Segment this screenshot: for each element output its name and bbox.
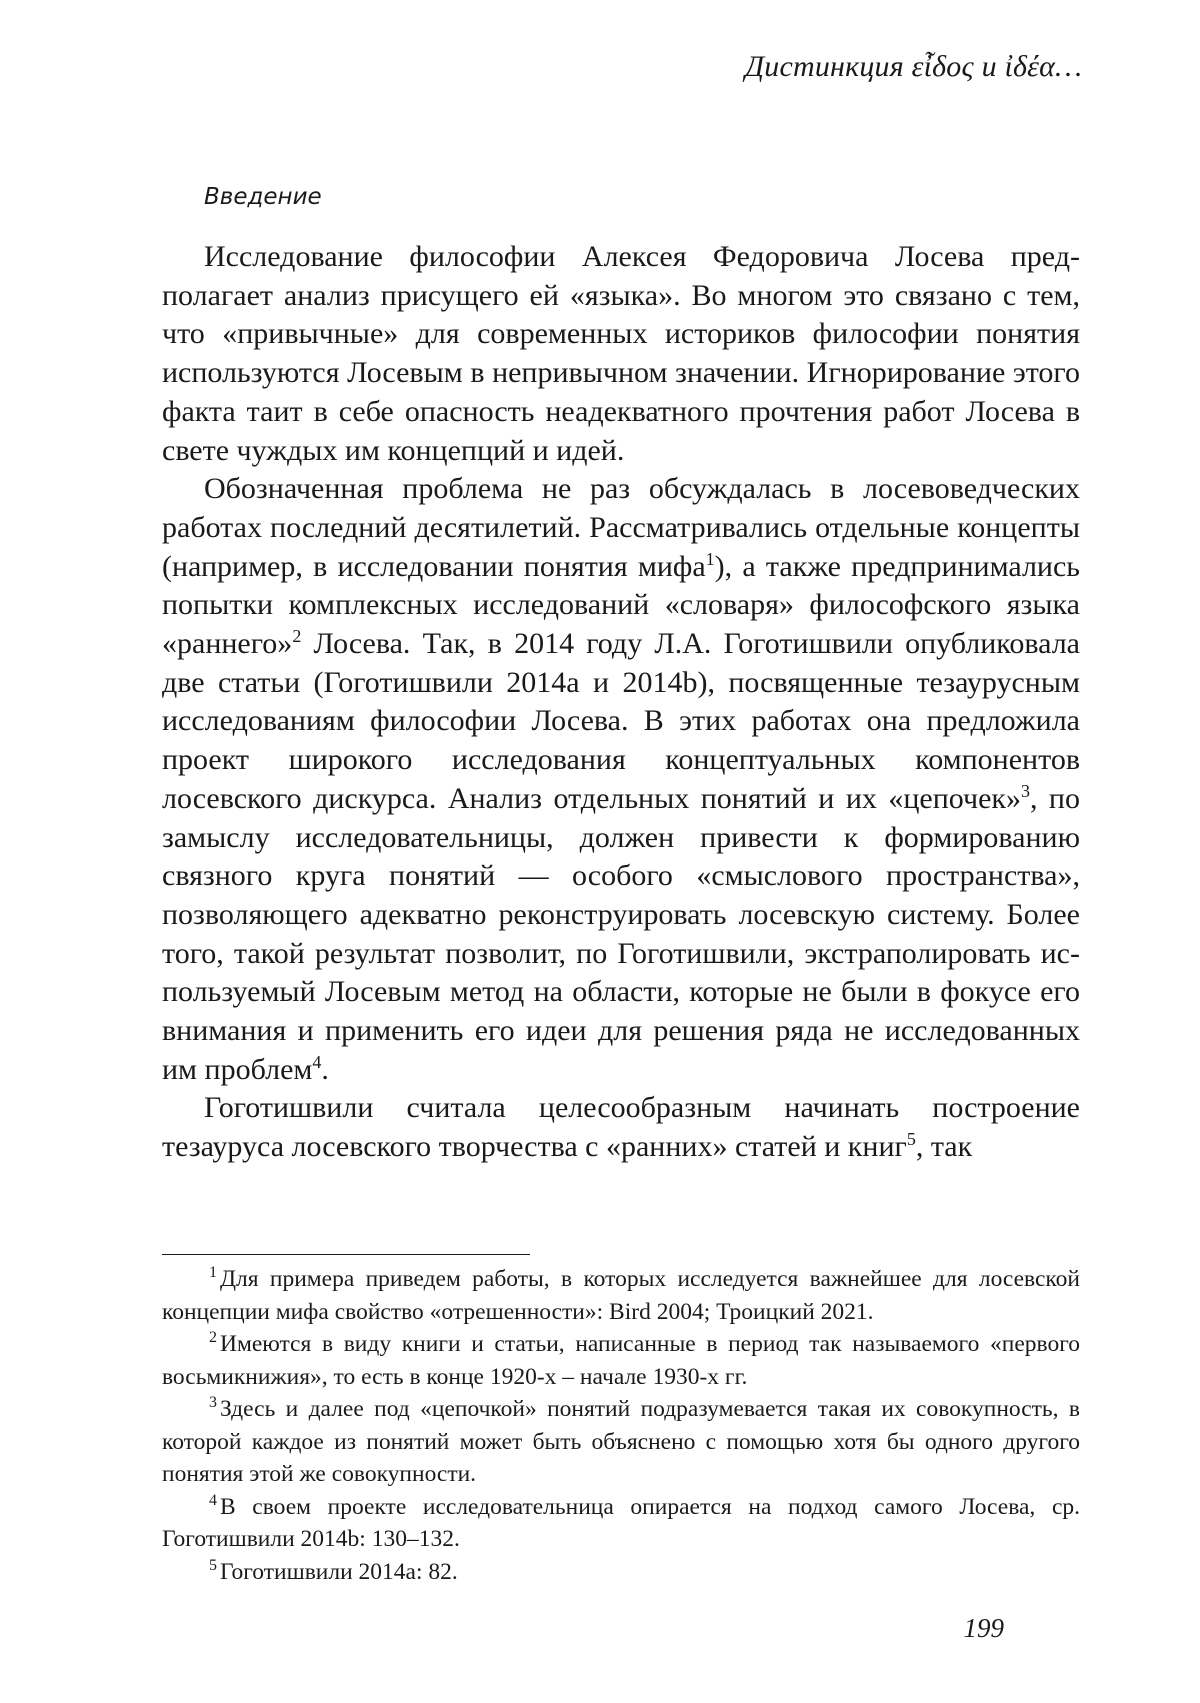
footnote-text: Здесь и далее под «цепочкой» понятий подразумевается такая их совокупность, в которой каждое из понятий может быть объяснено с помощью хотя бы одного другого понятия этой же совокупности. [162, 1396, 1080, 1487]
paragraph [162, 470, 1080, 1089]
page-number: 199 [963, 1613, 1004, 1643]
footnote-mark: 4 [209, 1491, 217, 1509]
section-heading: Введение [204, 184, 322, 210]
footnote-marker: 2 [292, 626, 302, 647]
paragraph-text: ), а также предпринимались попытки комплексных исследований «словаря» философского языка «раннего» [162, 549, 1080, 661]
paragraph [162, 1089, 1080, 1166]
footnote [162, 1393, 1080, 1491]
footnote-text: В своем проекте исследовательница опирается на подход самого Лосева, ср. Гоготишвили 2014b: 130–132. [162, 1493, 1080, 1552]
paragraph-text: Лосева. Так, в 2014 году Л.А. Гоготишвили опубликовала две статьи (Гоготишвили 2014a и 2014b), посвященные тезаурусным исследованиям философии Лосева. В этих работах она предложила проект широкого исследования концептуальных компонентов лосевского дискурса. Анализ отдельных понятий и их «цепочек» [162, 627, 1080, 815]
footnote [162, 1328, 1080, 1393]
footnotes [162, 1263, 1080, 1588]
footnote-mark: 5 [209, 1556, 217, 1574]
footnote-marker: 1 [705, 548, 715, 569]
footnote-mark: 3 [209, 1394, 217, 1412]
paragraph [162, 238, 1080, 470]
footnote-text: Имеются в виду книги и статьи, написанные в период так называемого «первого восьмикнижия», то есть в конце 1920-х – начале 1930-х гг. [162, 1331, 1080, 1390]
paragraph-text: . [321, 1052, 329, 1086]
footnote [162, 1491, 1080, 1556]
paragraph-text: , так [915, 1130, 973, 1164]
footnote-text: Гоготишвили 2014a: 82. [219, 1558, 458, 1585]
footnote [162, 1556, 1080, 1589]
main-text [162, 238, 1080, 1167]
running-header: Дистинкция εἶδος и ἰδέα… [744, 50, 1082, 83]
footnote-mark: 2 [209, 1329, 217, 1347]
footnote-separator [162, 1254, 530, 1255]
footnote-marker: 5 [906, 1129, 916, 1150]
footnote-text: Для примера приведем работы, в которых исследуется важнейшее для лосевской концепции мифа свойство «отрешенности»: Bird 2004; Троицкий 2021. [162, 1266, 1080, 1325]
paragraph-text: , по замыслу исследовательницы, должен привести к формированию связного круга понятий — особого «смыслового пространства», позволяющего адекватно реконструировать лосевскую систему. Более того, такой результат позволит, по Гоготишвили, экстраполировать используемый Лосевым метод на области, которые не были в фокусе его внимания и применить его идеи для решения ряда не исследованных им проблем [162, 781, 1080, 1086]
paragraph-text: Исследование философии Алексея Федоровича Лосева предполагает анализ присущего ей «языка». Во многом это связано с тем, что «привычные» для современных историков философии понятия используются Лосевым в непривычном значении. Игнорирование этого факта таит в себе опасность неадекватного прочтения работ Лосева в свете чуждых им концепций и идей. [162, 240, 1080, 467]
footnote-marker: 4 [312, 1051, 322, 1072]
footnote-mark: 1 [209, 1264, 217, 1282]
footnote [162, 1263, 1080, 1328]
footnote-marker: 3 [1020, 780, 1030, 801]
paragraph-text: Гоготишвили считала целесообразным начинать построение тезауруса лосевского творчества с «ранних» статей и книг [162, 1091, 1080, 1164]
paragraph-text: Обозначенная проблема не раз обсуждалась в лосевоведческих работах последний десятилетий. Рассматривались отдельные концепты (например, в исследовании понятия мифа [162, 472, 1080, 583]
